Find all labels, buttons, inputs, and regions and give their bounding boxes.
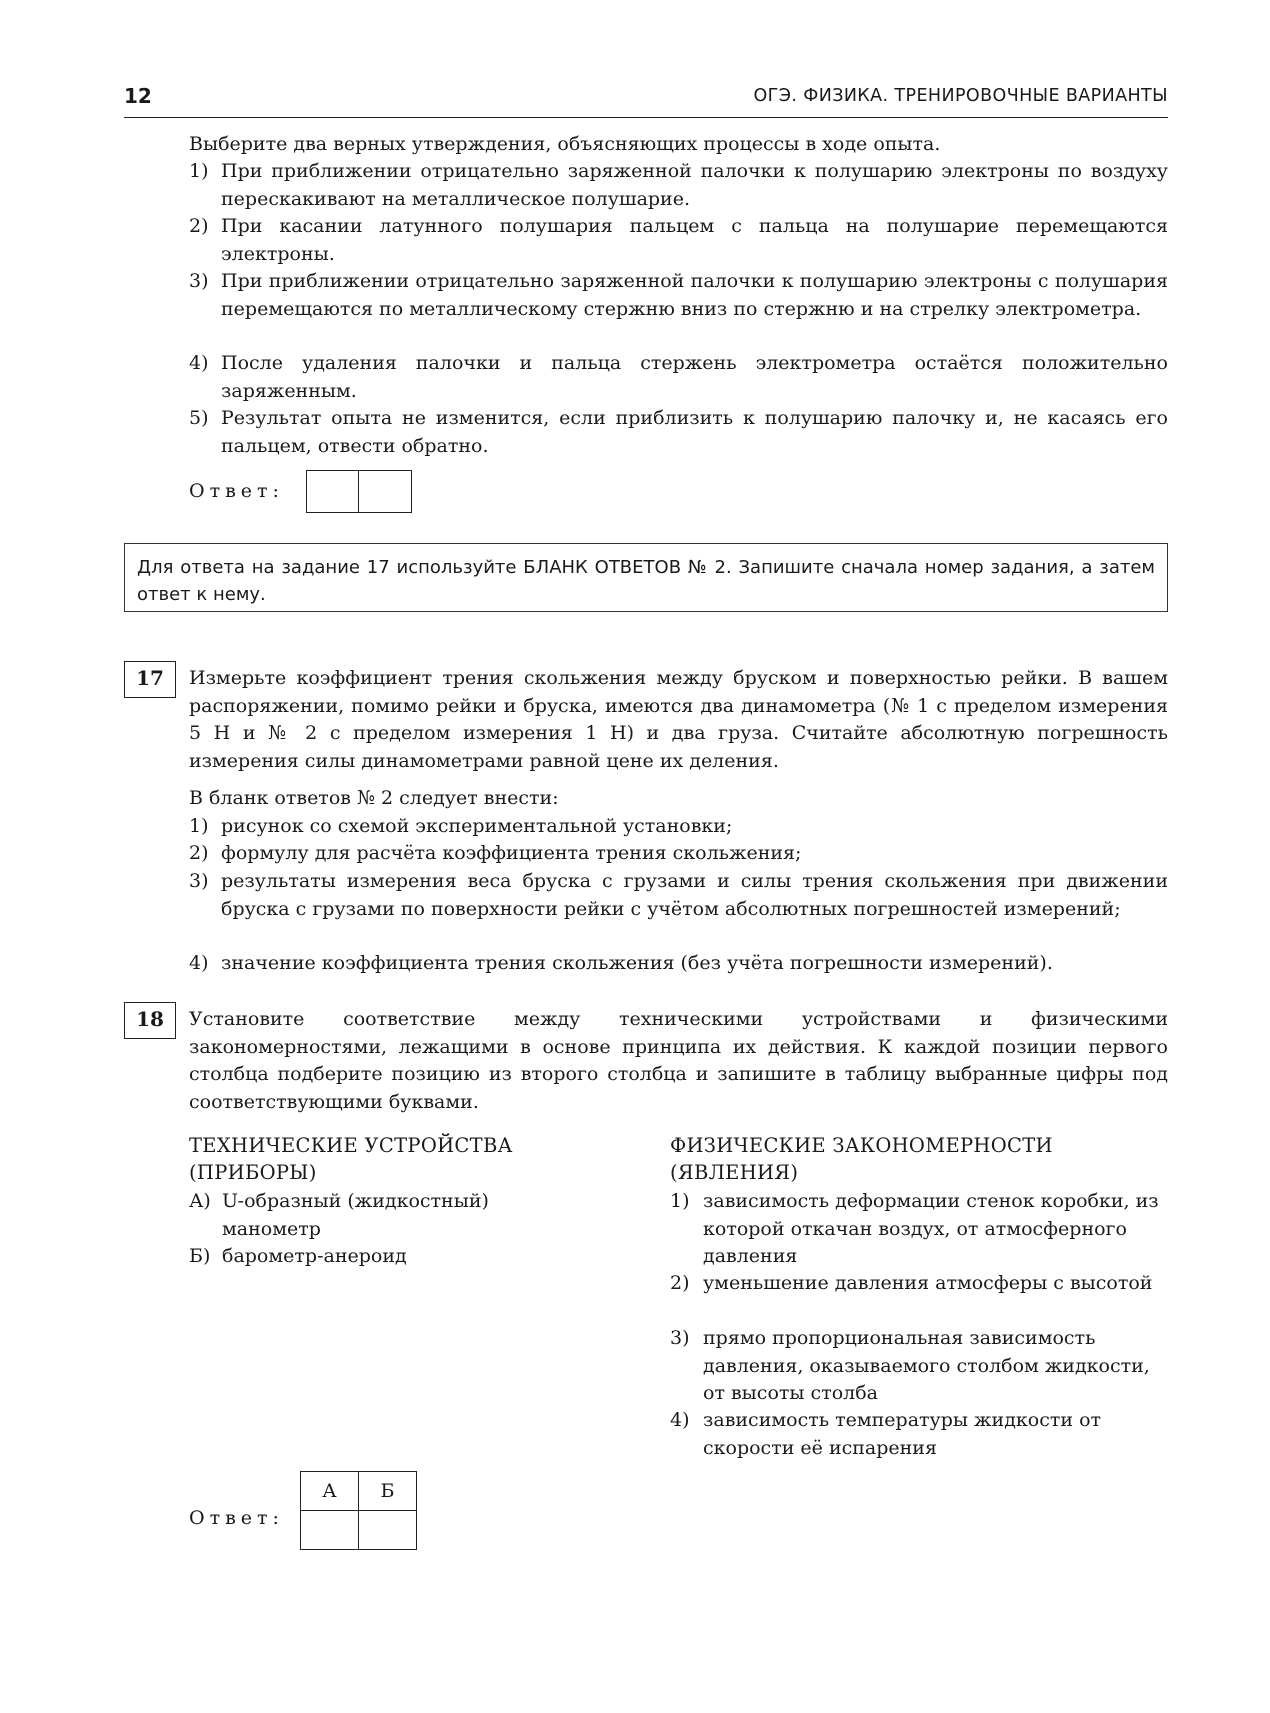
item-number: 3): [189, 870, 209, 892]
running-header-title: ОГЭ. ФИЗИКА. ТРЕНИРОВОЧНЫЕ ВАРИАНТЫ: [753, 86, 1168, 106]
item-number: 1): [189, 815, 209, 837]
option-number: 3): [189, 270, 209, 292]
task17-item: [189, 868, 1168, 923]
page-number: 12: [124, 84, 152, 108]
item-letter: Б): [189, 1245, 211, 1267]
task17-intro: В бланк ответов № 2 следует внести:: [189, 787, 559, 809]
task-number-17: 17: [124, 661, 176, 698]
item-text: прямо пропорциональная зависимость давления, оказываемого столбом жидкости, от высоты столба: [703, 1327, 1150, 1404]
item-text: рисунок со схемой экспериментальной установки;: [221, 815, 733, 837]
option-text: При касании латунного полушария пальцем с пальца на полушарие перемещаются электроны.: [221, 215, 1168, 265]
task-number-18: 18: [124, 1002, 176, 1039]
task17-item: [189, 813, 1168, 841]
answer-table-header-a: А: [301, 1472, 359, 1511]
item-text: уменьшение давления атмосферы с высотой: [703, 1272, 1153, 1294]
item-text: формулу для расчёта коэффициента трения скольжения;: [221, 842, 802, 864]
task17-item: [189, 840, 1168, 868]
phenomenon-item: [670, 1407, 1168, 1462]
task16-option: [189, 158, 1168, 213]
answer-table: [300, 1471, 417, 1550]
task17-item: [189, 950, 1168, 978]
answer-label: Ответ:: [189, 1507, 284, 1529]
option-text: При приближении отрицательно заряженной палочки к полушарию электроны с полушария перемещаются по металлическому стержню вниз по стержню и на стрелку электрометра.: [221, 270, 1168, 320]
task16-option: [189, 350, 1168, 405]
item-text: зависимость деформации стенок коробки, из которой откачан воздух, от атмосферного давления: [703, 1190, 1159, 1267]
item-text: барометр-анероид: [222, 1245, 407, 1267]
answer-cell-1[interactable]: [306, 470, 360, 513]
task16-option: [189, 405, 1168, 460]
item-number: 2): [189, 842, 209, 864]
task16-prompt: Выберите два верных утверждения, объясняющих процессы в ходе опыта.: [189, 133, 941, 155]
option-number: 5): [189, 407, 209, 429]
answer-cell-2[interactable]: [358, 470, 412, 513]
right-column-header: ФИЗИЧЕСКИЕ ЗАКОНОМЕРНОСТИ: [670, 1134, 1053, 1157]
item-number: 2): [670, 1272, 690, 1294]
option-text: После удаления палочки и пальца стержень электрометра остаётся положительно заряженным.: [221, 352, 1168, 402]
option-text: При приближении отрицательно заряженной палочки к полушарию электроны по воздуху перескакивают на металлическое полушарие.: [221, 160, 1168, 210]
option-text: Результат опыта не изменится, если приблизить к полушарию палочку и, не касаясь его пальцем, отвести обратно.: [221, 407, 1168, 457]
phenomenon-item: [670, 1270, 1168, 1298]
answer-table-header-b: Б: [359, 1472, 417, 1511]
item-text: зависимость температуры жидкости от скорости её испарения: [703, 1409, 1102, 1459]
item-number: 4): [189, 952, 209, 974]
phenomenon-item: [670, 1188, 1168, 1271]
item-number: 4): [670, 1409, 690, 1431]
option-number: 4): [189, 352, 209, 374]
header-rule: [124, 117, 1168, 118]
task16-option: [189, 268, 1168, 323]
item-letter: А): [189, 1190, 211, 1212]
answer-cell-b[interactable]: [359, 1511, 417, 1550]
left-column-header: ТЕХНИЧЕСКИЕ УСТРОЙСТВА: [189, 1134, 513, 1157]
left-column-subheader: (ПРИБОРЫ): [189, 1161, 317, 1184]
phenomenon-item: [670, 1325, 1168, 1408]
item-number: 1): [670, 1190, 690, 1212]
item-text: значение коэффициента трения скольжения (без учёта погрешности измерений).: [221, 952, 1053, 974]
task16-option: [189, 213, 1168, 268]
answer-cell-a[interactable]: [301, 1511, 359, 1550]
task18-text: Установите соответствие между техническими устройствами и физическими закономерностями, лежащими в основе принципа их действия. К каждой позиции первого столбца подберите позицию из второго столбца и запишите в таблицу выбранные цифры под соответствующими буквами.: [189, 1008, 1168, 1113]
device-item: [189, 1243, 554, 1271]
item-number: 3): [670, 1327, 690, 1349]
option-number: 2): [189, 215, 209, 237]
task17-text: Измерьте коэффициент трения скольжения между бруском и поверхностью рейки. В вашем распоряжении, помимо рейки и бруска, имеются два динамометра (№ 1 с пределом измерения 5 Н и № 2 с пределом измерения 1 Н) и два груза. Считайте абсолютную погрешность измерения силы динамометрами равной цене их деления.: [189, 667, 1168, 772]
answer-label: Ответ:: [189, 480, 284, 502]
answer-form-note: Для ответа на задание 17 используйте БЛАНК ОТВЕТОВ № 2. Запишите сначала номер задания, а затем ответ к нему.: [124, 543, 1168, 612]
item-text: результаты измерения веса бруска с грузами и силы трения скольжения при движении бруска с грузами по поверхности рейки с учётом абсолютных погрешностей измерений;: [221, 870, 1168, 920]
right-column-subheader: (ЯВЛЕНИЯ): [670, 1161, 799, 1184]
item-text: U-образный (жидкостный) манометр: [222, 1190, 489, 1240]
option-number: 1): [189, 160, 209, 182]
device-item: [189, 1188, 554, 1243]
